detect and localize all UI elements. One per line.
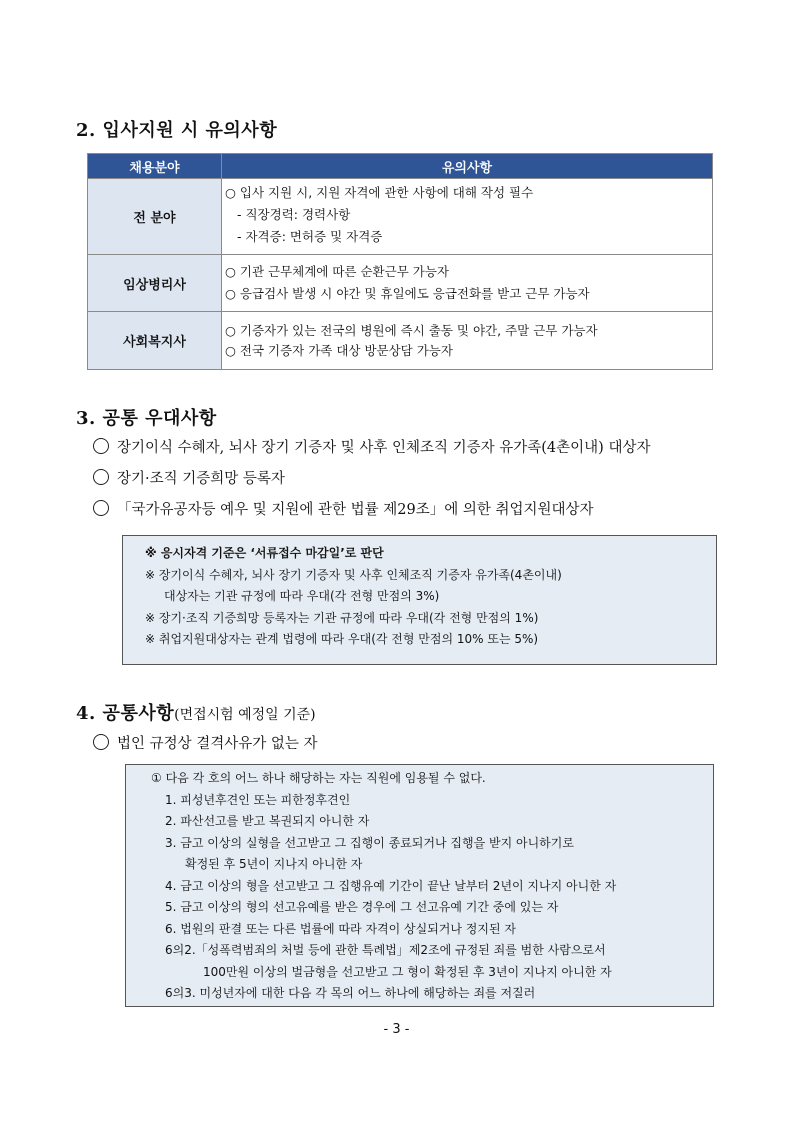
- box-line: 3. 금고 이상의 실형을 선고받고 그 집행이 종료되거나 집행을 받지 아니하기로: [165, 835, 574, 850]
- circle-bullet-icon: [93, 438, 109, 454]
- box-line: 5. 금고 이상의 형의 선고유예를 받은 경우에 그 선고유예 기간 중에 있는 자: [165, 900, 559, 914]
- notice-table: [87, 153, 713, 370]
- page-number: - 3 -: [383, 1022, 410, 1037]
- note-line: - 직장경력: 경력사항: [237, 207, 351, 222]
- box-intro: ① 다음 각 호의 어느 하나 해당하는 자는 직원에 임용될 수 없다.: [151, 771, 486, 785]
- section-4-title-suffix: (면접시험 예정일 기준): [174, 707, 316, 723]
- preference-list: [93, 433, 650, 526]
- section-3-title: 3. 공통 우대사항: [76, 408, 217, 429]
- field-cell: 임상병리사: [88, 255, 222, 312]
- table-header-row: [88, 154, 713, 179]
- notice-line: ※ 장기·조직 기증희망 등록자는 기관 규정에 따라 우대(각 전형 만점의 1%): [145, 610, 539, 625]
- list-item: [93, 495, 650, 526]
- list-item-text: 「국가유공자등 예우 및 지원에 관한 법률 제29조」에 의한 취업지원대상자: [117, 502, 594, 518]
- disqualification-box: [125, 764, 714, 1007]
- field-cell: 전 분야: [88, 179, 222, 255]
- circle-bullet-icon: [93, 734, 109, 750]
- disqualification-list: [93, 729, 318, 760]
- box-line: 2. 파산선고를 받고 복권되지 아니한 자: [165, 814, 370, 828]
- notice-line: 대상자는 기관 규정에 따라 우대(각 전형 만점의 3%): [164, 589, 440, 603]
- box-line: 4. 금고 이상의 형을 선고받고 그 집행유예 기간이 끝난 날부터 2년이 지나지 아니한 자: [165, 878, 617, 893]
- box-line: 6의2.「성폭력범죄의 처벌 등에 관한 특례법」제2조에 규정된 죄를 범한 사람으로서: [165, 943, 606, 957]
- list-item-text: 장기·조직 기증희망 등록자: [117, 471, 285, 487]
- notice-line: ※ 장기이식 수혜자, 뇌사 장기 기증자 및 사후 인체조직 기증자 유가족(4촌이내): [145, 567, 562, 582]
- section-4-title: [76, 699, 316, 725]
- table-row: [88, 312, 713, 370]
- list-item: [93, 433, 650, 464]
- circle-bullet-icon: [93, 500, 109, 516]
- circle-bullet-icon: [93, 469, 109, 485]
- note-line: - 자격증: 면허증 및 자격증: [237, 229, 383, 244]
- notes-cell: [222, 312, 713, 370]
- box-line: 1. 피성년후견인 또는 피한정후견인: [165, 792, 351, 807]
- list-item: [93, 464, 650, 495]
- notes-cell: [222, 179, 713, 255]
- note-line: ○ 응급검사 발생 시 야간 및 휴일에도 응급전화를 받고 근무 가능자: [225, 286, 590, 301]
- notice-line: ※ 취업지원대상자는 관계 법령에 따라 우대(각 전형 만점의 10% 또는 5%): [145, 632, 539, 646]
- note-line: ○ 전국 기증자 가족 대상 방문상담 가능자: [225, 342, 453, 358]
- header-field: 채용분야: [88, 154, 222, 179]
- box-line: 100만원 이상의 벌금형을 선고받고 그 형이 확정된 후 3년이 지나지 아니한 자: [203, 964, 612, 979]
- list-item-text: 법인 규정상 결격사유가 없는 자: [117, 736, 318, 752]
- list-item: [93, 729, 318, 760]
- section-2-title: 2. 입사지원 시 유의사항: [76, 120, 278, 141]
- header-notes: 유의사항: [222, 154, 713, 179]
- box-line: 6. 법원의 판결 또는 다른 법률에 따라 자격이 상실되거나 정지된 자: [165, 921, 516, 936]
- note-line: ○ 기관 근무체계에 따른 순환근무 가능자: [225, 264, 449, 279]
- notes-cell: [222, 255, 713, 312]
- note-line: ○ 기증자가 있는 전국의 병원에 즉시 출동 및 야간, 주말 근무 가능자: [225, 322, 598, 338]
- table-row: [88, 179, 713, 255]
- list-item-text: 장기이식 수혜자, 뇌사 장기 기증자 및 사후 인체조직 기증자 유가족(4촌이내) 대상자: [117, 440, 651, 456]
- table-row: [88, 255, 713, 312]
- box-line: 확정된 후 5년이 지나지 아니한 자: [185, 857, 363, 871]
- box-line: 6의3. 미성년자에 대한 다음 각 목의 어느 하나에 해당하는 죄를 저질러: [165, 986, 536, 1000]
- section-4-title-text: 4. 공통사항: [76, 703, 175, 724]
- notice-line: ※ 응시자격 기준은 ‘서류접수 마감일’로 판단: [145, 546, 384, 560]
- field-cell: 사회복지사: [88, 312, 222, 370]
- note-line: ○ 입사 지원 시, 지원 자격에 관한 사항에 대해 작성 필수: [225, 185, 534, 200]
- preference-notice-box: [122, 535, 717, 665]
